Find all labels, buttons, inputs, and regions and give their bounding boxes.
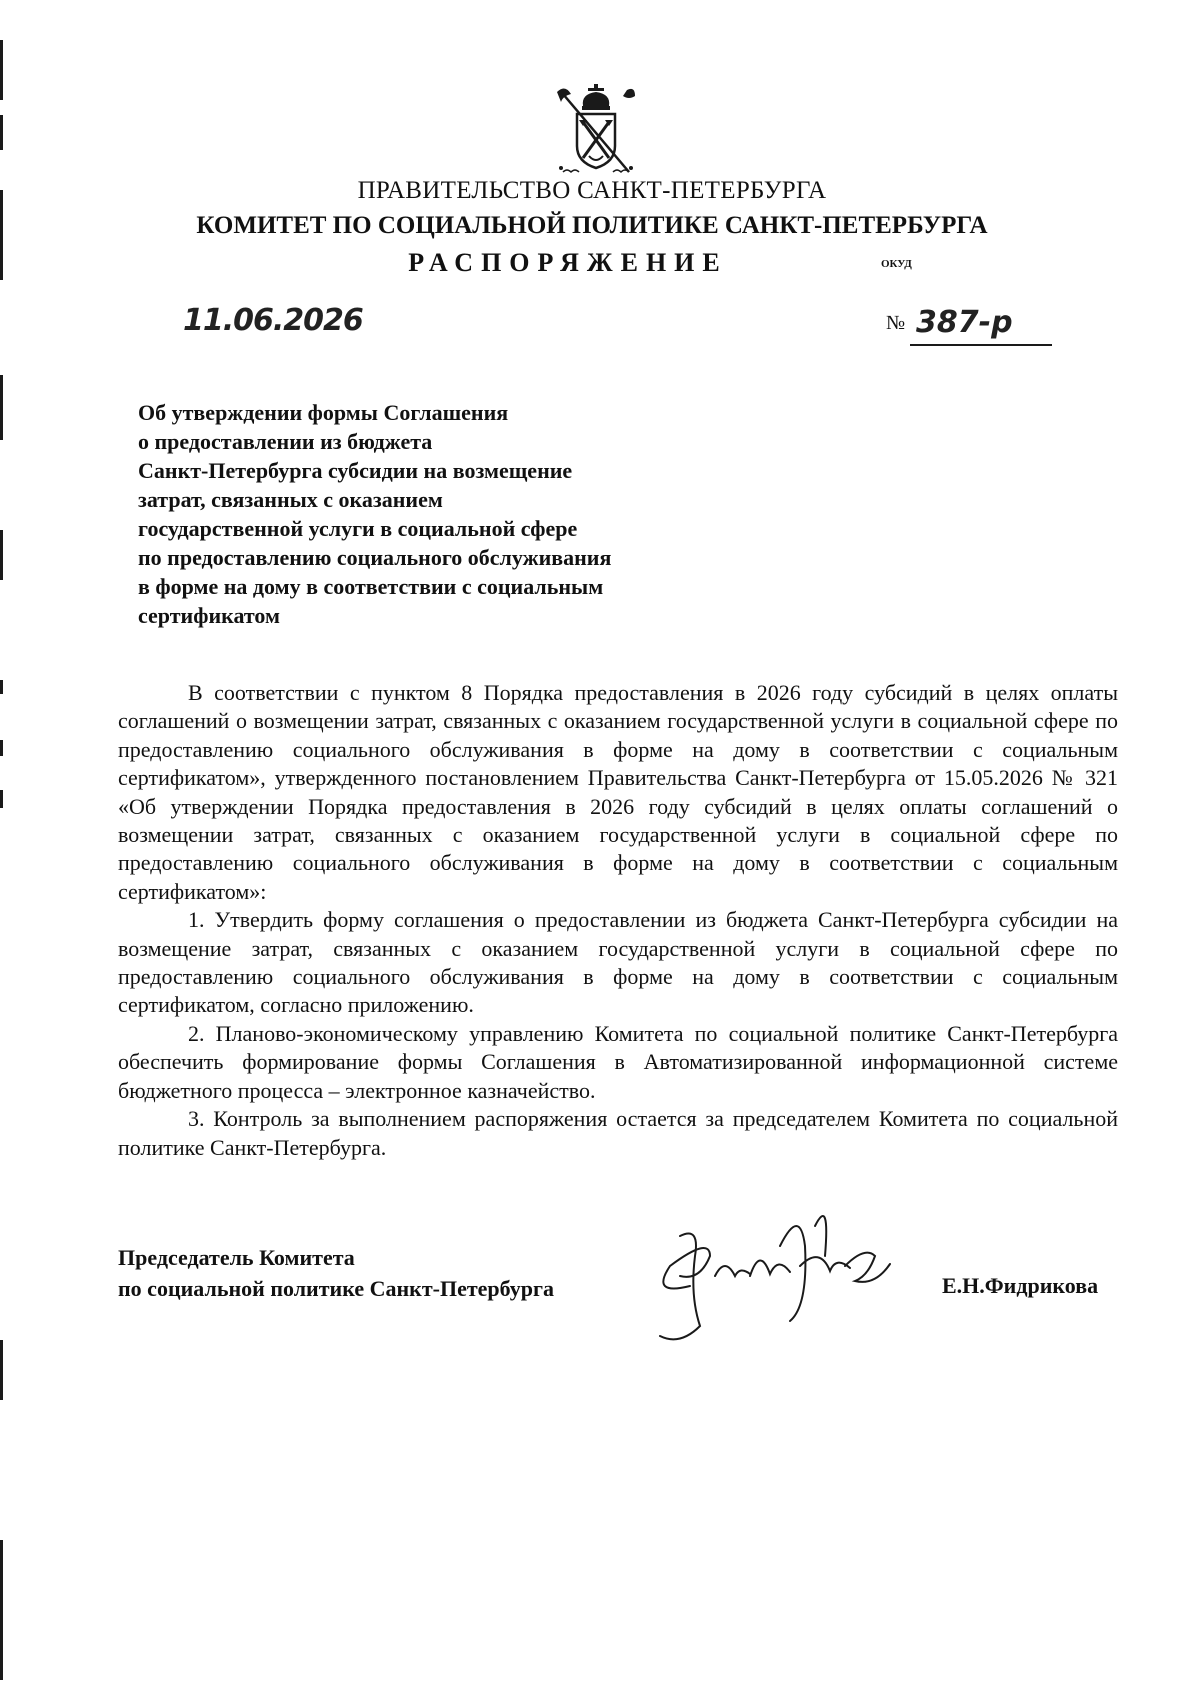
scan-edge-mark bbox=[0, 680, 3, 694]
scan-edge-mark bbox=[0, 1340, 3, 1400]
subject-line: по предоставлению социального обслуживания bbox=[138, 545, 612, 570]
subject-line: государственной услуги в социальной сфере bbox=[138, 516, 578, 541]
committee-heading: КОМИТЕТ ПО СОЦИАЛЬНОЙ ПОЛИТИКЕ САНКТ-ПЕТЕРБУРГА bbox=[196, 212, 988, 239]
scan-edge-mark bbox=[0, 375, 3, 440]
signatory-position-line: по социальной политике Санкт-Петербурга bbox=[118, 1276, 555, 1301]
scan-edge-mark bbox=[0, 530, 3, 580]
scan-edge-mark bbox=[0, 1540, 3, 1680]
subject-line: в форме на дому в соответствии с социальным bbox=[138, 574, 604, 599]
government-heading: ПРАВИТЕЛЬСТВО САНКТ-ПЕТЕРБУРГА bbox=[357, 177, 827, 204]
subject-line: Санкт-Петербурга субсидии на возмещение bbox=[138, 458, 573, 483]
okud-label: ОКУД bbox=[881, 258, 912, 270]
document-subject bbox=[138, 398, 698, 630]
number-underline bbox=[910, 344, 1052, 346]
signatory-position-line: Председатель Комитета bbox=[118, 1245, 355, 1270]
signatory-position bbox=[118, 1242, 554, 1304]
scan-edge-mark bbox=[0, 740, 3, 756]
scan-edge-mark bbox=[0, 40, 3, 100]
order-item-2: 2. Планово-экономическому управлению Комитета по социальной политике Санкт-Петербурга обеспечить формирование формы Соглашения в Автоматизированной информационной системе бюджетного процесса – электронное казначейство. bbox=[118, 1020, 1118, 1103]
handwritten-signature bbox=[640, 1186, 930, 1346]
subject-line: о предоставлении из бюджета bbox=[138, 429, 433, 454]
order-item-3: 3. Контроль за выполнением распоряжения остается за председателем Комитета по социальной политике Санкт-Петербурга. bbox=[118, 1106, 1118, 1160]
order-item-1: 1. Утвердить форму соглашения о предоставлении из бюджета Санкт-Петербурга субсидии на возмещение затрат, связанных с оказанием государственной услуги в социальной сфере по предоставлению социального обслуживания в форме на дому в соответствии с социальным сертификатом, согласно приложению. bbox=[118, 907, 1118, 1018]
scan-edge-mark bbox=[0, 115, 3, 150]
scan-edge-mark bbox=[0, 790, 3, 808]
signatory-name: Е.Н.Фидрикова bbox=[942, 1273, 1099, 1298]
document-body bbox=[118, 679, 1118, 1162]
document-type-heading: РАСПОРЯЖЕНИЕ bbox=[408, 248, 728, 277]
subject-line: Об утверждении формы Соглашения bbox=[138, 400, 509, 425]
saint-petersburg-coat-of-arms-icon bbox=[553, 84, 639, 176]
subject-line: сертификатом bbox=[138, 603, 280, 628]
subject-line: затрат, связанных с оказанием bbox=[138, 487, 443, 512]
number-sign: № bbox=[886, 312, 906, 334]
preamble-paragraph: В соответствии с пунктом 8 Порядка предоставления в 2026 году субсидий в целях оплаты соглашений о возмещении затрат, связанных с оказанием государственной услуги в социальной сфере по предоставлению социального обслуживания в форме на дому в соответствии с социальным сертификатом», утвержденного постановлением Правительства Санкт-Петербурга от 15.05.2026 № 321 «Об утверждении Порядка предоставления в 2026 году субсидий в целях оплаты соглашений о возмещении затрат, связанных с оказанием государственной услуги в социальной сфере по предоставлению социального обслуживания в форме на дому в соответствии с социальным сертификатом»: bbox=[118, 680, 1118, 904]
handwritten-date: 11.06.2026 bbox=[183, 303, 363, 338]
handwritten-document-number: 387-р bbox=[916, 305, 1013, 340]
